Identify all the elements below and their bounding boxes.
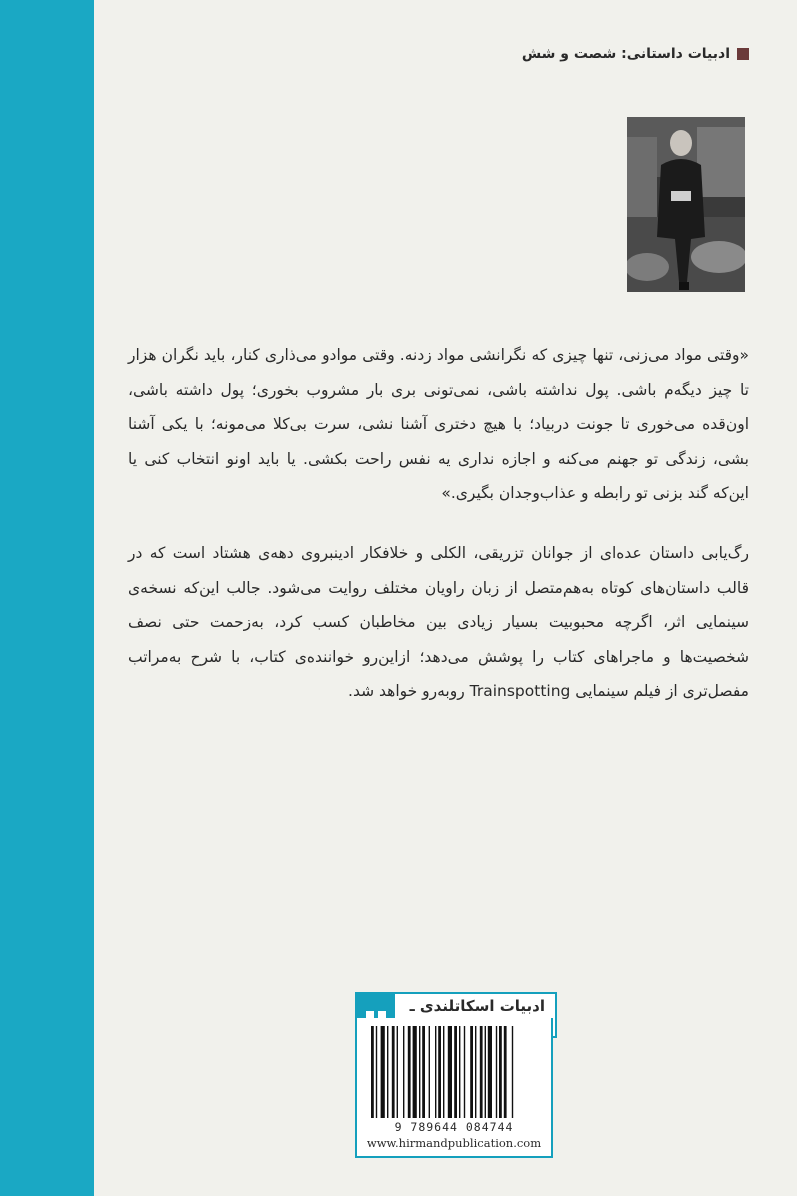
barcode-bar [413, 1026, 417, 1118]
barcode-bar [387, 1026, 388, 1118]
barcode-bar [376, 1026, 377, 1118]
barcode-bar [392, 1026, 395, 1118]
barcode-bar [403, 1026, 404, 1118]
barcode-box [355, 1018, 553, 1158]
barcode-bar [464, 1026, 465, 1118]
barcode-bar [454, 1026, 457, 1118]
barcode-bar [419, 1026, 420, 1118]
barcode-bar [371, 1026, 374, 1118]
barcode-bar [485, 1026, 486, 1118]
barcode-bar [512, 1026, 513, 1118]
barcode-bar [480, 1026, 483, 1118]
series-box-title: ادبیات اسکاتلندی ـ [395, 994, 555, 1036]
barcode-bar [408, 1026, 411, 1118]
barcode-bar [496, 1026, 497, 1118]
barcode-bar [499, 1026, 502, 1118]
series-heading [522, 46, 749, 62]
cover-spine-band [0, 0, 94, 1196]
series-square-icon [737, 48, 749, 60]
quote-paragraph: «وقتی مواد می‌زنی، تنها چیزی که نگرانشی مواد زدنه. وقتی موادو می‌ذاری کنار، باید نگران هزار تا چیز دیگه‌م باشی. پول نداشته باشی، نمی‌تونی بری بار مشروب بخوری؛ پول داشته باشی، اون‌قده می‌خوری تا جونت دربیاد؛ با هیچ دختری آشنا نشی، سرت بی‌کلا می‌مونه؛ با یکی آشنا بشی، زندگی تو جهنم می‌کنه و اجازه نداری یه نفس راحت بکشی. یا باید اونو انتخاب کنی یا این‌که گند بزنی تو رابطه و عذاب‌وجدان بگیری.» [128, 346, 749, 502]
barcode-bar [435, 1026, 436, 1118]
barcode-bar [470, 1026, 473, 1118]
author-photo [627, 117, 745, 292]
barcode-bar [429, 1026, 430, 1118]
barcode-bar [438, 1026, 441, 1118]
barcode-bar [448, 1026, 452, 1118]
series-heading-text: ادبیات داستانی: شصت و شش [521, 46, 730, 62]
author-photo-image [627, 117, 745, 292]
barcode-bar [397, 1026, 398, 1118]
barcode-bar [381, 1026, 385, 1118]
publisher-website: www.hirmandpublication.com [366, 1136, 542, 1150]
barcode-bar [475, 1026, 476, 1118]
barcode-bar [459, 1026, 460, 1118]
barcode-bar [443, 1026, 444, 1118]
barcode-bar [488, 1026, 492, 1118]
isbn-number: 9 789644 084744 [394, 1120, 514, 1134]
description-paragraph: رگ‌یابی داستان عده‌ای از جوانان تزریقی، الکلی و خلافکار ادینبروی دهه‌ی هشتاد است که در قالب داستان‌های کوتاه به‌هم‌متصل از زبان راویان مختلف روایت می‌شود. جالب این‌که نسخه‌ی سینمایی اثر، اگرچه محبوبیت بسیار زیادی بین مخاطبان کسب کرد، به‌زحمت حتی نصف شخصیت‌ها و ماجراهای کتاب را پوشش می‌دهد؛ ازاین‌رو خواننده‌ی کتاب، با شرح به‌مراتب مفصل‌تری از فیلم سینمایی Trainspotting روبه‌رو خواهد شد. [128, 544, 749, 700]
barcode-bar [422, 1026, 425, 1118]
barcode-bar [504, 1026, 507, 1118]
barcode-graphic [357, 1022, 551, 1122]
